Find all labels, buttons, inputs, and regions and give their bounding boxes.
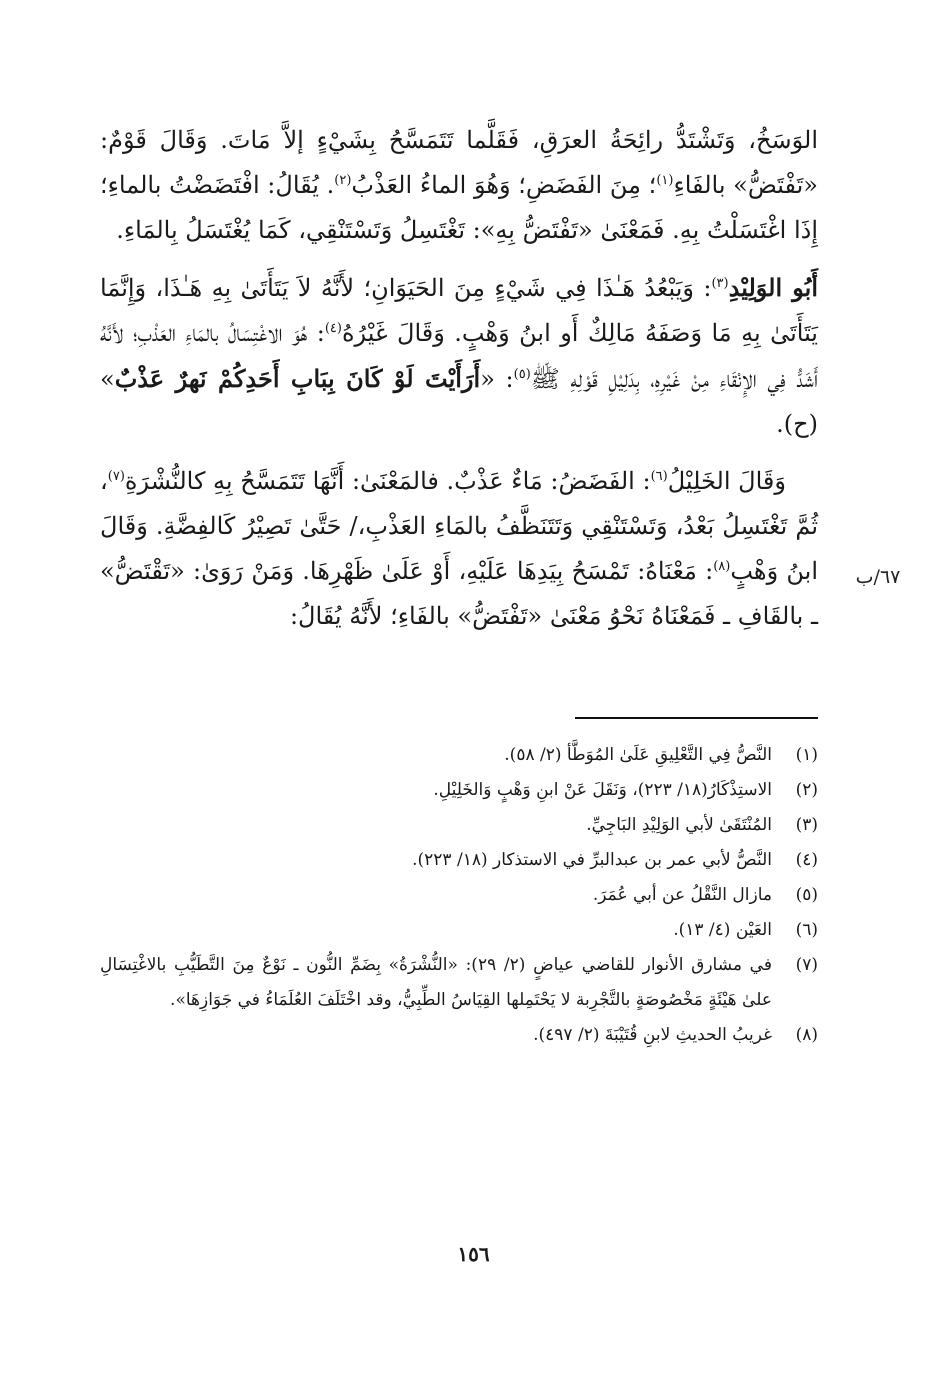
footnote-number: (٤) [795, 850, 818, 870]
footnote-reference: (٦) [650, 469, 668, 484]
main-text-body [100, 118, 818, 639]
footnote-text: العَيْن (٤/ ١٣). [673, 920, 772, 940]
footnote-text: مازال النَّقْلُ عن أبي عُمَرَ. [592, 885, 772, 905]
bold-text-segment: أَبُو الوَلِيْدِ [728, 273, 818, 302]
footnote-reference: (٥) [513, 367, 531, 382]
bold-text-segment: أَرَأَيْتَ لَوْ كَانَ بِبَابِ أَحَدِكُمْ نَهرٌ عَذْبٌ [114, 364, 481, 393]
footnote-item [100, 948, 818, 1018]
text-segment: : « [480, 365, 514, 393]
text-segment: الوَسَخُ، وَتَشْتَدُّ رائِحَةُ العرَقِ، فَقَلَّما تَتَمَسَّحُ بِشَيْءٍ إلاَّ مَاتَ. وَقَالَ قَوْمٌ: «تَفْتَضُّ» بالفَاءِ [100, 126, 818, 199]
footnote-text: الاستِذْكَارُ(١٨/ ٢٢٣)، وَنَقَلَ عَنْ ابنِ وَهْبٍ وَالخَلِيْلِ. [433, 780, 772, 800]
body-paragraph [100, 265, 818, 447]
footnote-text: المُنْتَقَىٰ لأبي الوَلِيْدِ البَاجِيِّ. [586, 815, 772, 835]
footnote-number: (١) [795, 745, 818, 765]
text-segment: : مَعْنَاهُ: تَمْسَحُ بِيَدِهَا عَلَيْهِ، أَوْ عَلَىٰ ظَهْرِهَا. وَمَنْ رَوَىٰ: «تَقْتَضُّ» ـ بالقَافِ ـ فَمَعْنَاهُ نَحْوُ مَعْنَىٰ «تَفْتَضُّ» بالفَاءِ؛ لأَنَّهُ يُقَالُ: [100, 557, 818, 630]
footnote-item [100, 843, 818, 878]
footnote-separator [575, 717, 818, 719]
footnote-item [100, 773, 818, 808]
footnote-item [100, 808, 818, 843]
footnote-text: في مشارق الأنوار للقاضي عياضٍ (٢/ ٢٩): «النُّشْرَةُ» بِضَمِّ النُّون ـ نَوْعٌ مِنَ التَّطَيُّبِ بالاغْتِسَالِ علىٰ هَيْئَةٍ مَخْصُوصَةٍ بالتَّجْرِبة لا يَحْتَمِلها القِيَاسُ الطِّبِيُّ، وقد اخْتَلَفَ العُلَمَاءُ في جَوَازِهَا». [100, 955, 772, 1010]
text-segment: ؛ مِنَ الفَضَضِ؛ وَهُوَ الماءُ العَذْبُ [351, 171, 657, 199]
footnotes-section [100, 738, 818, 1053]
footnote-number: (٦) [795, 920, 818, 940]
footnote-reference: (٤) [324, 321, 342, 336]
footnote-number: (٧) [795, 955, 818, 975]
footnote-item [100, 878, 818, 913]
text-segment: . يُقَالُ: افْتَضَضْتُ بالماءِ؛ إِذَا اغْتَسَلْتُ بِهِ. فَمَعْنَىٰ «تَفْتَضُّ بِهِ»: تَغْتَسِلُ وَتَسْتَنْقِي، كَمَا يُغْتَسَلُ بِالمَاءِ. [100, 171, 818, 244]
footnote-text: غريبُ الحديثِ لابنِ قُتَيْبَةَ (٢/ ٤٩٧). [533, 1025, 772, 1045]
footnote-reference: (٨) [713, 559, 731, 574]
footnote-number: (٢) [795, 780, 818, 800]
footnote-reference: (٢) [334, 173, 352, 188]
body-paragraph [100, 118, 818, 253]
footnote-text: النَّصُّ فِي التَّعْلِيقِ عَلَىٰ المُوَطَّأ (٢/ ٥٨). [504, 745, 772, 765]
footnote-item [100, 1018, 818, 1053]
footnote-number: (٨) [795, 1025, 818, 1045]
footnote-item [100, 913, 818, 948]
footnote-reference: (١) [656, 173, 674, 188]
text-segment: : وَيَبْعُدُ هَـٰذَا فِي شَيْءٍ مِنَ الحَيَوَانِ؛ لأَنَّهُ لاَ يَتَأَتَىٰ بِهِ هَـٰذَا، وَإِنَّمَا يَتَأَتَىٰ بِهِ مَا وَصَفَهُ مَالِكٌ أَو ابنُ وَهْبٍ. وَقَالَ غَيْرُهُ [100, 274, 818, 347]
text-segment: ، ثُمَّ تَغْتَسِلُ بَعْدُ، وَتَسْتَنْقِي وَتَتَنَظَّفُ بالمَاءِ العَذْبِ،/ حَتَّىٰ تَصِيْرُ كَالفِضَّةِ. وَقَالَ ابنُ وَهْبٍ [100, 467, 819, 585]
footnote-reference: (٣) [711, 276, 729, 291]
body-paragraph [100, 459, 818, 639]
footnote-reference: (٧) [107, 469, 125, 484]
text-segment: : الفَضَضُ: مَاءٌ عَذْبٌ. فالمَعْنَىٰ: أَنَّهَا تَتَمَسَّحُ بِهِ كالنُّشْرَةِ [124, 467, 651, 495]
footnote-item [100, 738, 818, 773]
manuscript-folio-note: ٦٧/ب [855, 566, 901, 588]
page-number: ١٥٦ [457, 1242, 490, 1266]
text-segment: : هُوَ الاغْتِسَالُ بالمَاءِ العَذْبِ؛ لأَنَّهُ أَشَدُّ فِي الإِنْقَاءِ مِنْ غَيْرِهِ، بِدَلِيْلِ قَوْلِهِ ﷺ [100, 319, 818, 393]
text-segment: » (ح). [100, 365, 818, 438]
footnote-number: (٣) [795, 815, 818, 835]
footnote-text: النَّصُّ لأبي عمر بن عبدالبرِّ في الاستذكار (١٨/ ٢٢٣). [412, 850, 772, 870]
footnote-number: (٥) [795, 885, 818, 905]
text-segment: وَقَالَ الخَلِيْلُ [667, 467, 786, 495]
